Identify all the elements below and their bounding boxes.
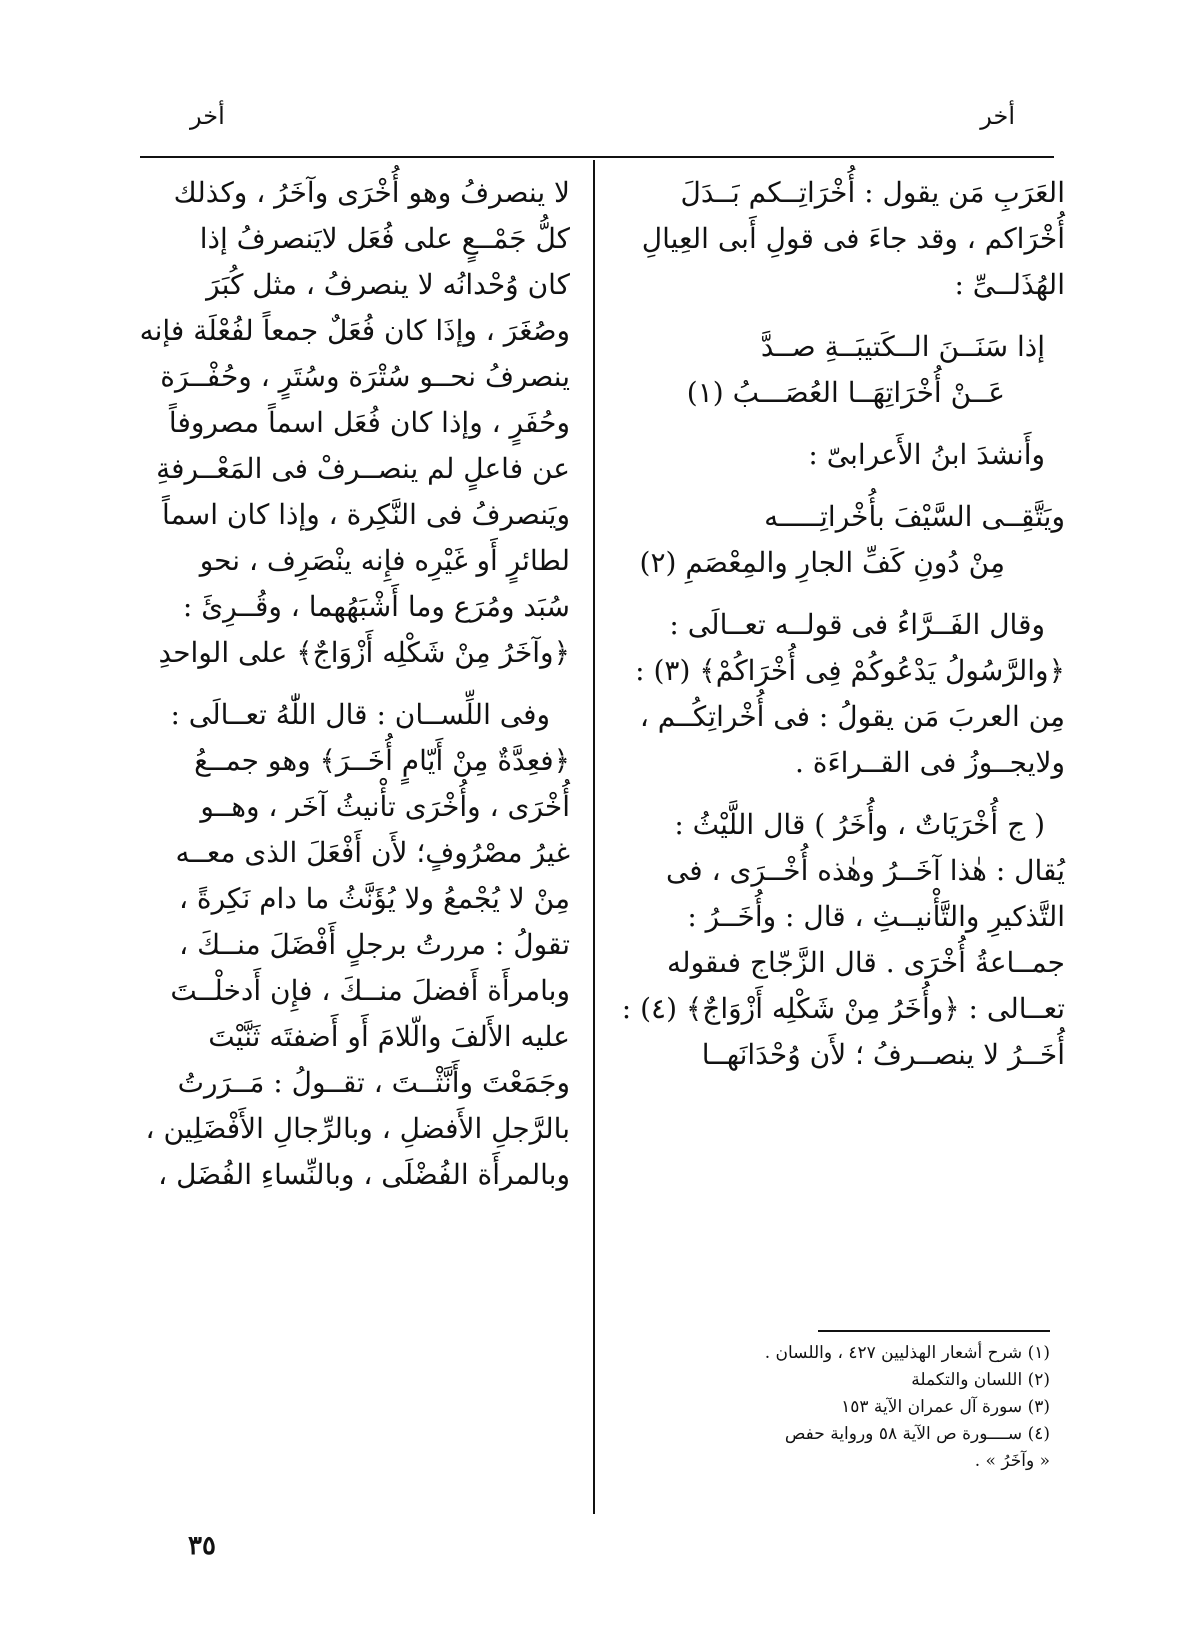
- page-number: ٣٥: [188, 1531, 216, 1561]
- text-line: ﴿والرَّسُولُ يَدْعُوكُمْ فِى أُخْرَاكُمْ﴾ (٣) :: [635, 654, 1065, 687]
- text-line: وبالمرأَة الفُضْلَى ، وبالنِّساءِ الفُضَل ،: [158, 1158, 570, 1191]
- text-line: كان وُحْدانُه لا ينصرفُ ، مثل كُبَرَ: [206, 268, 570, 301]
- text-line: ينصرفُ نحــو سُتْرَة وسُتَرٍ ، وحُفْــرَة: [160, 360, 570, 393]
- footnote: (٢) اللسان والتكملة: [911, 1370, 1050, 1390]
- left-column: [140, 170, 570, 1198]
- verse-line: ويَتَّقِــى السَّيْفَ بأُخْراتِـــــه: [764, 500, 1065, 533]
- text-line: عليه الأَلفَ والّلامَ أَو أَضفتَه ثَنَّيْتَ: [208, 1020, 570, 1053]
- text-line: الهُذَلــىِّ :: [954, 268, 1065, 301]
- footnote: (١) شرح أشعار الهذليين ٤٢٧ ، واللسان .: [764, 1343, 1050, 1363]
- footnote: « وآخَرُ » .: [974, 1451, 1050, 1471]
- text-line: غيرُ مصْرُوفٍ؛ لأَن أَفْعَلَ الذى معــه: [175, 836, 570, 869]
- text-line: أُخْرَاكم ، وقد جاءَ فى قولِ أَبى العِيالِ: [641, 222, 1065, 255]
- text-line: وجَمَعْتَ وأَنَّثْــتَ ، تقــولُ : مَــرَرتُ: [177, 1066, 570, 1099]
- text-line: وقال الفَــرَّاءُ فى قولــه تعــالَى :: [669, 608, 1045, 641]
- verse-line: عَــنْ أُخْرَاتِهَــا العُصَـــبُ (١): [686, 376, 1005, 409]
- text-line: وحُفَرٍ ، وإذا كان فُعَل اسماً مصروفاً: [168, 406, 570, 439]
- text-line: مِنْ لا يُجْمعُ ولا يُؤَنَّثُ ما دام نَكِرةً ،: [178, 882, 570, 915]
- text-line: جمــاعةُ أُخْرَى . قال الزَّجّاج فىقوله: [667, 946, 1065, 979]
- verse-line: إذا سَنَــنَ الــكَتيبَــةِ صــدَّ: [760, 330, 1045, 363]
- text-line: لطائرٍ أَو غَيْرِه فإِنه ينْصَرِف ، نحو: [199, 544, 570, 577]
- text-line: مِن العربَ مَن يقولُ : فى أُخْراتِكُــم ،: [639, 700, 1065, 733]
- top-rule: [140, 156, 1054, 158]
- footnote: (٣) سورة آل عمران الآية ١٥٣: [841, 1397, 1050, 1417]
- text-line: وفى اللِّســان : قال اللّٰهُ تعــالَى :: [170, 698, 550, 731]
- text-line: يُقال : هٰذا آخَــرُ وهٰذه أُخْــرَى ، فى: [665, 854, 1065, 887]
- text-line: ولايجــوزُ فى القــراءَة .: [794, 746, 1065, 779]
- text-line: لا ينصرفُ وهو أُخْرَى وآخَرُ ، وكذلك: [173, 176, 570, 209]
- verse-line: مِنْ دُونِ كَفِّ الجارِ والمِعْصَمِ (٢): [639, 546, 1005, 579]
- text-line: ﴿وآخَرُ مِنْ شَكْلِه أَزْوَاجٌ﴾ على الواحدِ: [158, 636, 570, 669]
- text-line: العَرَبِ مَن يقول : أُخْرَاتِــكم بَــدَلَ: [680, 176, 1065, 209]
- text-line: وأَنشدَ ابنُ الأَعرابىّ :: [808, 438, 1045, 471]
- text-line: ويَنصرفُ فى النَّكِرة ، وإذا كان اسماً: [162, 498, 570, 531]
- text-line: عن فاعلٍ لم ينصــرفْ فى المَعْــرفةِ: [156, 452, 570, 485]
- text-line: وبامرأَة أَفضلَ منــكَ ، فإِن أَدخلْــتَ: [170, 974, 570, 1007]
- footnote-rule: [818, 1330, 1050, 1332]
- footnotes: [630, 1340, 1050, 1475]
- footnote: (٤) ســــورة ص الآية ٥٨ ورواية حفص: [784, 1424, 1050, 1444]
- text-line: أُخْرَى ، وأُخْرَى تأْنيثُ آخَر ، وهــو: [200, 790, 570, 823]
- column-divider: [593, 160, 595, 1514]
- text-line: كلُّ جَمْــعٍ على فُعَل لايَنصرفُ إذا: [199, 222, 570, 255]
- header-word-left: أخر: [190, 102, 225, 130]
- text-line: ﴿فعِدَّةٌ مِنْ أَيّامٍ أُخَــرَ﴾ وهو جمــعُ: [194, 744, 570, 777]
- text-line: تعــالى : ﴿وأُخَرُ مِنْ شَكْلِه أَزْوَاجٌ﴾ (٤) :: [621, 992, 1065, 1025]
- text-line: ( ج أُخْرَيَاتٌ ، وأُخَرُ ) قال اللَّيْثُ :: [674, 808, 1045, 841]
- text-line: تقولُ : مررتُ برجلٍ أَفْضَلَ منــكَ ،: [179, 928, 570, 961]
- header-word-right: أخر: [980, 102, 1015, 130]
- text-line: التَّذكيرِ والتَّأْنيــثِ ، قال : وأُخَــرُ :: [687, 900, 1065, 933]
- right-column: [621, 170, 1065, 1078]
- text-line: سُبَد ومُرَع وما أَشْبَهُهما ، وقُــرِئَ :: [182, 590, 570, 623]
- text-line: أُخَــرُ لا ينصــرفُ ؛ لأَن وُحْدَانَهــا: [701, 1038, 1065, 1071]
- text-line: وصُغَرَ ، وإذَا كان فُعَلٌ جمعاً لفُعْلَة فإنه: [139, 314, 570, 347]
- text-line: بالرَّجلِ الأَفضلِ ، وبالرِّجالِ الأَفْضَلِين ،: [145, 1112, 570, 1145]
